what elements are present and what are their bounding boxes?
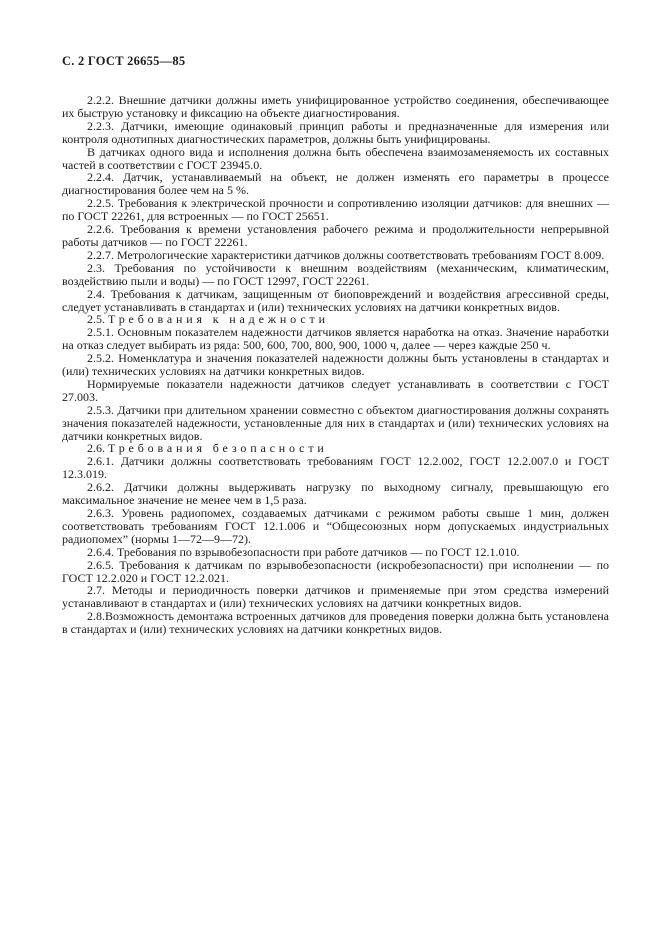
paragraph: 2.2.7. Метрологические характеристики датчиков должны соответствовать требованиям ГОСТ 8.009.: [87, 247, 605, 262]
paragraph: 2.4. Требования к датчикам, защищенным от биоповреждений и воздействия агрессивной среды, следует устанавливать в стандартах и (или) технических условиях на датчики конкретных видов.: [62, 286, 609, 314]
paragraph: 2.2.3. Датчики, имеющие одинаковый принцип работы и предназначенные для измерения или контроля однотипных диагностических параметров, должны быть унифицированы.: [62, 118, 609, 146]
paragraph: 2.6.4. Требования по взрывобезопасности при работе датчиков — по ГОСТ 12.1.010.: [87, 544, 520, 559]
paragraph: В датчиках одного вида и исполнения должна быть обеспечена взаимозаменяемость их составных частей в соответствии с ГОСТ 23945.0.: [62, 144, 609, 172]
paragraph: 2.6.5. Требования к датчикам по взрывобезопасности (искробезопасности) при исполнении — по ГОСТ 12.2.020 и ГОСТ 12.2.021.: [62, 557, 609, 585]
paragraph: 2.5.2. Номенклатура и значения показателей надежности должны быть установлены в стандартах и (или) технических условиях на датчики конкретных видов.: [62, 351, 609, 379]
section-number: 2.6.: [87, 441, 108, 456]
paragraph: 2.6.3. Уровень радиопомех, создаваемых датчиками с режимом работы свыше 1 мин, должен соответствовать требованиям ГОСТ 12.1.006 и “Общесоюзных норм допускаемых индустриальных радиопомех” (нормы 1—72—9—72).: [62, 506, 609, 546]
paragraph: 2.7. Методы и периодичность поверки датчиков и применяемые при этом средства измерений устанавливают в стандартах и (или) технических условиях на датчики конкретных видов.: [62, 583, 609, 611]
section-title: Требования безопасности: [108, 441, 328, 456]
paragraph: 2.5.1. Основным показателем надежности датчиков является наработка на отказ. Значение наработки на отказ следует выбирать из ряда: 500, 600, 700, 800, 900, 1000 ч, далее — через каждые 250 ч.: [62, 325, 609, 353]
paragraph: 2.2.2. Внешние датчики должны иметь унифицированное устройство соединения, обеспечивающее их быструю установку и фиксацию на объекте диагностирования.: [62, 93, 609, 120]
paragraph: 2.8.Возможность демонтажа встроенных датчиков для проведения поверки должна быть установлена в стандартах и (или) технических условиях на датчики конкретных видов.: [62, 609, 609, 637]
paragraph: 2.2.5. Требования к электрической прочности и сопротивлению изоляции датчиков: для внешних — по ГОСТ 22261, для встроенных — по ГОСТ 25651.: [62, 196, 609, 224]
page-running-header: С. 2 ГОСТ 26655—85: [62, 54, 186, 68]
paragraph: 2.3. Требования по устойчивости к внешним воздействиям (механическим, климатическим, воздействию пыли и воды) — по ГОСТ 12997, ГОСТ 22261.: [62, 260, 609, 288]
paragraph: 2.5.3. Датчики при длительном хранении совместно с объектом диагностирования должны сохранять значения показателей надежности, установленные для них в стандартах и (или) технических условиях на датчики конкретных видов.: [62, 402, 609, 443]
paragraph: 2.6.1. Датчики должны соответствовать требованиям ГОСТ 12.2.002, ГОСТ 12.2.007.0 и ГОСТ 12.3.019.: [62, 454, 609, 482]
paragraph: Нормируемые показатели надежности датчиков следует устанавливать в соответствии с ГОСТ 27.003.: [62, 376, 609, 404]
section-number: 2.5.: [87, 312, 108, 327]
paragraph: 2.6.2. Датчики должны выдерживать нагрузку по выходному сигналу, превышающую его максимальное значение не менее чем в 1,5 раза.: [62, 480, 609, 508]
document-body: [62, 94, 609, 636]
paragraph: 2.2.4. Датчик, устанавливаемый на объект, не должен изменять его параметры в процессе диагностирования более чем на 5 %.: [62, 170, 609, 198]
section-title: Требования к надежности: [108, 312, 329, 327]
paragraph: 2.2.6. Требования к времени установления рабочего режима и продолжительности непрерывной работы датчиков — по ГОСТ 22261.: [62, 222, 609, 249]
